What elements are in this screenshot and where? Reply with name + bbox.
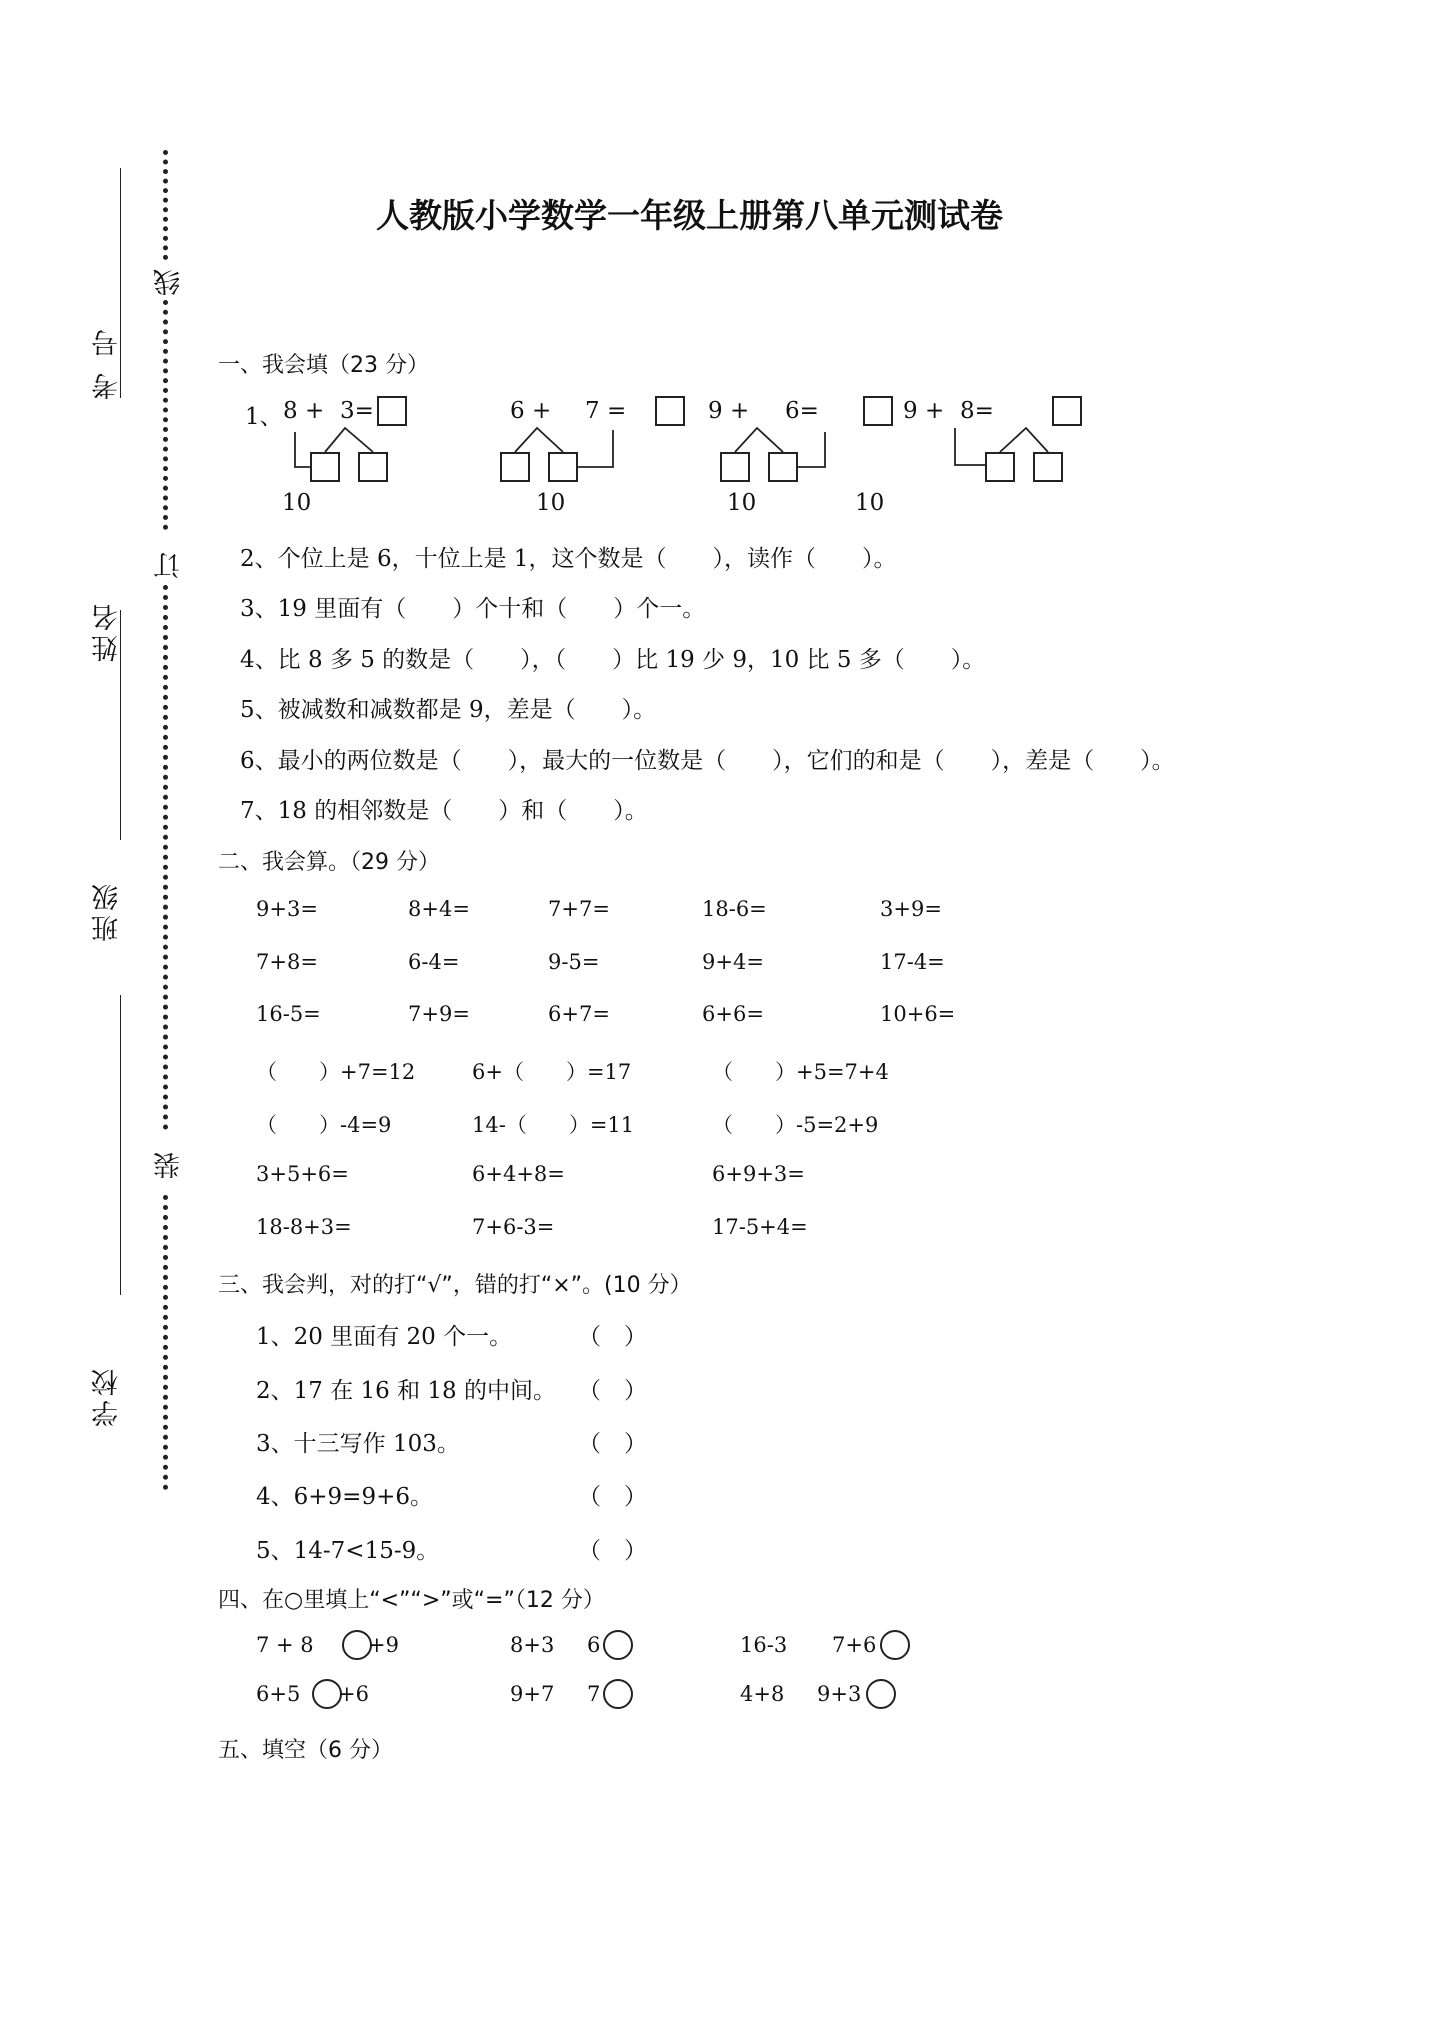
decomposition-connector-lines: [0, 0, 1440, 560]
calc-item: 6+（ ）=17: [472, 1060, 632, 1084]
diagram-1-addend-b: 3=: [340, 398, 374, 424]
compare-left: 4+8: [740, 1682, 785, 1706]
calc-item: 7+9=: [408, 1002, 470, 1026]
compare-circle[interactable]: [603, 1630, 633, 1660]
compare-right: 9+3: [817, 1682, 862, 1706]
calc-item: （ ）+7=12: [256, 1060, 416, 1084]
calc-item: 9+3=: [256, 897, 318, 921]
judge-item: 3、十三写作 103。: [256, 1431, 460, 1457]
calc-item: 16-5=: [256, 1002, 321, 1026]
diagram-4-addend-a: 9 +: [903, 398, 945, 424]
judge-item: 4、6+9=9+6。: [256, 1484, 433, 1510]
diagram-2-ten: 10: [536, 490, 566, 516]
calc-item: 17-5+4=: [712, 1215, 808, 1239]
section1-heading: 一、我会填（23 分）: [218, 353, 429, 378]
section2-heading: 二、我会算。（29 分）: [218, 850, 440, 875]
binding-dots-3: [163, 585, 168, 1130]
compare-circle[interactable]: [603, 1679, 633, 1709]
compare-left: 8+3: [510, 1633, 555, 1657]
judge-answer[interactable]: （ ）: [578, 1431, 647, 1457]
binding-mark-bind: 装: [154, 1148, 185, 1179]
diagram-1-ten: 10: [282, 490, 312, 516]
calc-item: 10+6=: [880, 1002, 956, 1026]
calc-item: 7+8=: [256, 950, 318, 974]
judge-answer[interactable]: （ ）: [578, 1324, 647, 1350]
calc-item: 6-4=: [408, 950, 460, 974]
compare-right: +9: [368, 1633, 399, 1657]
page-title: 人教版小学数学一年级上册第八单元测试卷: [376, 196, 1003, 235]
diagram-1-addend-a: 8 +: [283, 398, 325, 424]
diagram-3-addend-b: 6=: [785, 398, 819, 424]
calc-item: 7+7=: [548, 897, 610, 921]
compare-left: 6+5: [256, 1682, 301, 1706]
calc-item: 6+4+8=: [472, 1162, 565, 1186]
diagram-2-addend-a: 6 +: [510, 398, 552, 424]
compare-right: 7: [587, 1682, 601, 1706]
calc-item: 6+7=: [548, 1002, 610, 1026]
compare-left: 16-3: [740, 1633, 788, 1657]
diagram-3-addend-a: 9 +: [708, 398, 750, 424]
class-line: [120, 995, 121, 1295]
field-exam-number: 考 号: [92, 325, 123, 400]
binding-mark-line: 线: [154, 265, 185, 296]
calc-item: 6+9+3=: [712, 1162, 805, 1186]
calc-item: 3+9=: [880, 897, 942, 921]
calc-item: 3+5+6=: [256, 1162, 349, 1186]
section5-heading: 五、填空（6 分）: [218, 1738, 393, 1763]
section3-heading: 三、我会判，对的打“√”，错的打“×”。(10 分）: [218, 1273, 692, 1298]
judge-item: 5、14-7<15-9。: [256, 1538, 440, 1564]
judge-item: 2、17 在 16 和 18 的中间。: [256, 1378, 556, 1404]
question-1-5: 5、被减数和减数都是 9，差是（ ）。: [240, 697, 657, 723]
compare-left: 7 + 8: [256, 1633, 314, 1657]
compare-circle[interactable]: [880, 1630, 910, 1660]
question-1-3: 3、19 里面有（ ）个十和（ ）个一。: [240, 596, 706, 622]
judge-answer[interactable]: （ ）: [578, 1484, 647, 1510]
section4-heading: 四、在○里填上“<”“>”或“=”（12 分）: [218, 1588, 605, 1613]
question-1-2: 2、个位上是 6，十位上是 1，这个数是（ ），读作（ ）。: [240, 546, 897, 572]
compare-right: +6: [338, 1682, 369, 1706]
calc-item: 7+6-3=: [472, 1215, 555, 1239]
diagram-2-addend-b: 7 =: [585, 398, 627, 424]
calc-item: 9-5=: [548, 950, 600, 974]
question-1-6: 6、最小的两位数是（ ），最大的一位数是（ ），它们的和是（ ），差是（ ）。: [240, 748, 1175, 774]
compare-left: 9+7: [510, 1682, 555, 1706]
calc-item: 18-8+3=: [256, 1215, 352, 1239]
calc-item: （ ）+5=7+4: [712, 1060, 889, 1084]
binding-mark-order: 订: [154, 548, 185, 579]
compare-right: 6: [587, 1633, 601, 1657]
diagram-3-ten: 10: [727, 490, 757, 516]
field-name: 姓名: [92, 600, 123, 662]
calc-item: 8+4=: [408, 897, 470, 921]
calc-item: 9+4=: [702, 950, 764, 974]
field-school: 学校: [92, 1365, 123, 1427]
calc-item: 14-（ ）=11: [472, 1113, 635, 1137]
diagram-4-ten: 10: [855, 490, 885, 516]
judge-item: 1、20 里面有 20 个一。: [256, 1324, 513, 1350]
field-class: 班级: [92, 880, 123, 942]
judge-answer[interactable]: （ ）: [578, 1538, 647, 1564]
calc-item: （ ）-5=2+9: [712, 1113, 879, 1137]
question-1-7: 7、18 的相邻数是（ ）和（ ）。: [240, 798, 648, 824]
calc-item: 17-4=: [880, 950, 945, 974]
binding-dots-4: [163, 1195, 168, 1490]
compare-circle[interactable]: [866, 1679, 896, 1709]
judge-answer[interactable]: （ ）: [578, 1378, 647, 1404]
compare-right: 7+6: [832, 1633, 877, 1657]
diagram-prefix: 1、: [245, 404, 283, 430]
calc-item: 18-6=: [702, 897, 767, 921]
diagram-4-addend-b: 8=: [960, 398, 994, 424]
question-1-4: 4、比 8 多 5 的数是（ ），（ ）比 19 少 9，10 比 5 多（ ）。: [240, 647, 986, 673]
calc-item: 6+6=: [702, 1002, 764, 1026]
calc-item: （ ）-4=9: [256, 1113, 392, 1137]
